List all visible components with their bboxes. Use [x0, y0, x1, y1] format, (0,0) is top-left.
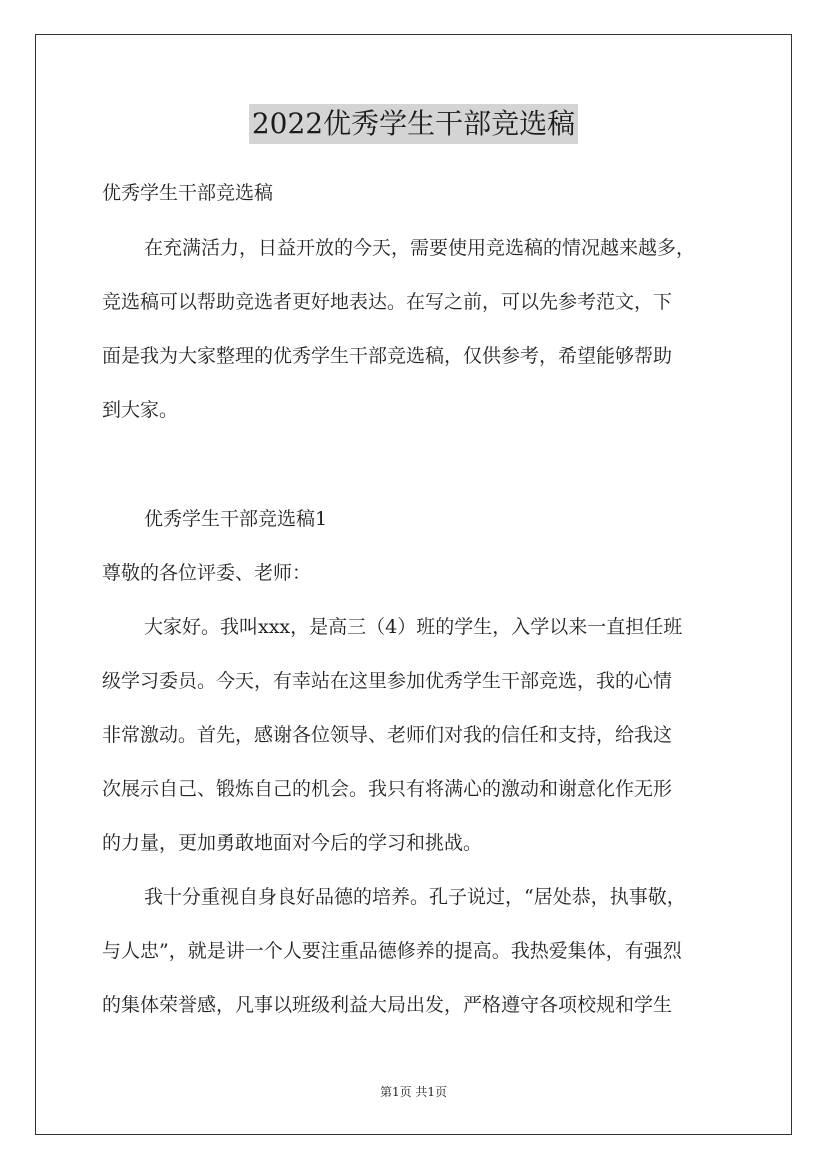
paragraph-line: 我十分重视自身良好品德的培养。孔子说过，“居处恭，执事敬，	[144, 886, 686, 908]
section-heading: 优秀学生干部竞选稿1	[144, 508, 328, 530]
paragraph-line: 的集体荣誉感，凡事以班级利益大局出发，严格遵守各项校规和学生	[102, 994, 673, 1016]
intro-line: 面是我为大家整理的优秀学生干部竞选稿，仅供参考，希望能够帮助	[102, 345, 673, 367]
paragraph-line: 次展示自己、锻炼自己的机会。我只有将满心的激动和谢意化作无形	[102, 778, 673, 800]
document-subtitle: 优秀学生干部竞选稿	[102, 182, 274, 204]
paragraph-line: 的力量，更加勇敢地面对今后的学习和挑战。	[102, 832, 483, 854]
paragraph-line: 级学习委员。今天，有幸站在这里参加优秀学生干部竞选，我的心情	[102, 670, 673, 692]
paragraph-line: 大家好。我叫xxx，是高三（4）班的学生，入学以来一直担任班	[144, 616, 683, 638]
salutation: 尊敬的各位评委、老师：	[102, 562, 312, 584]
paragraph-line: 非常激动。首先，感谢各位领导、老师们对我的信任和支持，给我这	[102, 724, 673, 746]
intro-line: 在充满活力，日益开放的今天，需要使用竞选稿的情况越来越多，	[144, 237, 696, 259]
title-container	[0, 104, 827, 144]
intro-line: 竞选稿可以帮助竞选者更好地表达。在写之前，可以先参考范文，下	[102, 291, 673, 313]
page-footer: 第1页 共1页	[379, 1085, 448, 1099]
document-title: 2022优秀学生干部竞选稿	[249, 104, 578, 144]
paragraph-line: 与人忠”，就是讲一个人要注重品德修养的提高。我热爱集体，有强烈	[102, 940, 682, 962]
intro-line: 到大家。	[102, 399, 179, 421]
